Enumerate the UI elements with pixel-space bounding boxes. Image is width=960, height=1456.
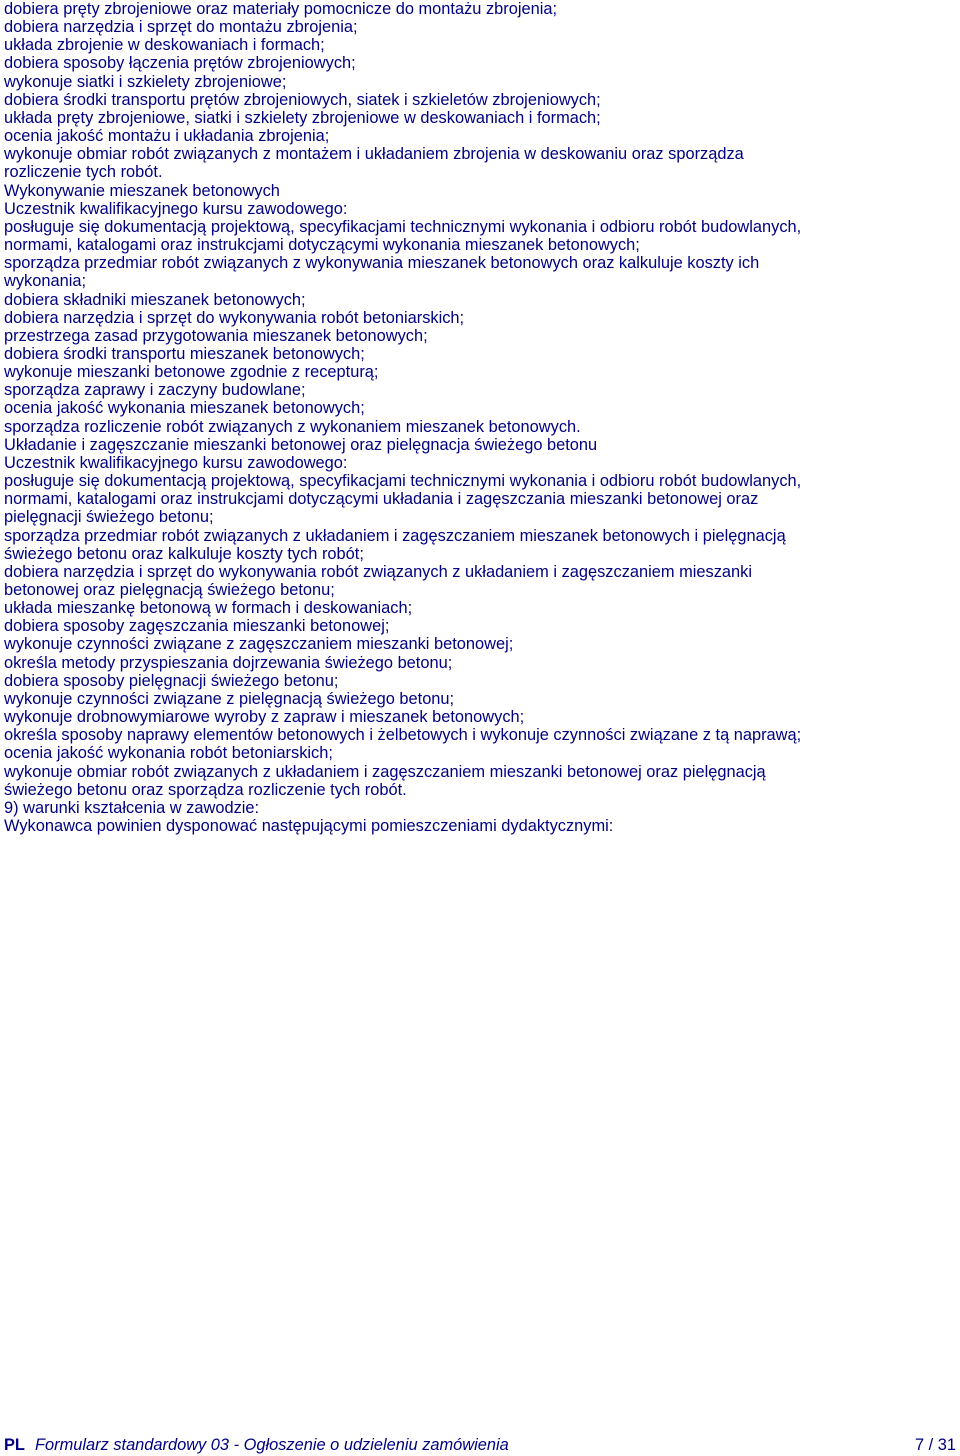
document-line: ocenia jakość wykonania robót betoniarskich;: [4, 744, 333, 763]
document-line: 9) warunki kształcenia w zawodzie:: [4, 798, 260, 817]
document-line: posługuje się dokumentacją projektową, specyfikacjami technicznymi wykonania i odbioru robót budowlanych,: [4, 472, 802, 491]
document-line: Wykonawca powinien dysponować następującymi pomieszczeniami dydaktycznymi:: [4, 817, 614, 836]
document-line: dobiera narzędzia i sprzęt do wykonywania robót związanych z układaniem i zagęszczaniem mieszanki: [4, 562, 752, 581]
document-line: sporządza zaprawy i zaczyny budowlane;: [4, 381, 306, 400]
document-line: rozliczenie tych robót.: [4, 163, 163, 182]
document-line: świeżego betonu oraz kalkuluje koszty tych robót;: [4, 544, 364, 563]
document-line: sporządza rozliczenie robót związanych z wykonaniem mieszanek betonowych.: [4, 417, 581, 436]
document-line: wykonuje drobnowymiarowe wyroby z zapraw i mieszanek betonowych;: [4, 708, 525, 727]
document-line: dobiera narzędzia i sprzęt do montażu zbrojenia;: [4, 18, 358, 37]
document-line: określa sposoby naprawy elementów betonowych i żelbetowych i wykonuje czynności związane z tą naprawą;: [4, 726, 802, 745]
footer-page-number: 7 / 31: [914, 1436, 956, 1454]
footer-language-code: PL: [4, 1436, 25, 1454]
document-line: Układanie i zagęszczanie mieszanki betonowej oraz pielęgnacja świeżego betonu: [4, 435, 598, 454]
document-line: dobiera sposoby pielęgnacji świeżego betonu;: [4, 671, 339, 690]
document-line: pielęgnacji świeżego betonu;: [4, 508, 214, 527]
document-line: dobiera sposoby zagęszczania mieszanki betonowej;: [4, 617, 390, 636]
document-line: wykonuje siatki i szkielety zbrojeniowe;: [4, 72, 287, 91]
document-line: układa zbrojenie w deskowaniach i formach;: [4, 36, 325, 55]
document-line: wykonuje mieszanki betonowe zgodnie z recepturą;: [4, 363, 379, 382]
document-line: wykonuje czynności związane z pielęgnacją świeżego betonu;: [4, 689, 455, 708]
document-line: dobiera pręty zbrojeniowe oraz materiały pomocnicze do montażu zbrojenia;: [4, 0, 558, 18]
document-line: przestrzega zasad przygotowania mieszanek betonowych;: [4, 326, 428, 345]
document-line: dobiera sposoby łączenia prętów zbrojeniowych;: [4, 54, 356, 73]
document-line: układa mieszankę betonową w formach i deskowaniach;: [4, 599, 413, 618]
document-line: betonowej oraz pielęgnacją świeżego betonu;: [4, 581, 335, 599]
document-line: układa pręty zbrojeniowe, siatki i szkielety zbrojeniowe w deskowaniach i formach;: [4, 108, 601, 127]
document-line: normami, katalogami oraz instrukcjami dotyczącymi wykonania mieszanek betonowych;: [4, 236, 640, 255]
document-line: ocenia jakość montażu i układania zbrojenia;: [4, 127, 330, 146]
footer-form-title: Formularz standardowy 03 - Ogłoszenie o udzieleniu zamówienia: [35, 1436, 509, 1454]
document-line: Wykonywanie mieszanek betonowych: [4, 181, 280, 200]
document-line: Uczestnik kwalifikacyjnego kursu zawodowego:: [4, 199, 348, 218]
document-line: dobiera narzędzia i sprzęt do wykonywania robót betoniarskich;: [4, 308, 465, 327]
document-line: wykonuje obmiar robót związanych z montażem i układaniem zbrojenia w deskowaniu oraz sporządza: [4, 145, 744, 164]
document-line: świeżego betonu oraz sporządza rozliczenie tych robót.: [4, 780, 407, 799]
document-line: wykonuje czynności związane z zagęszczaniem mieszanki betonowej;: [4, 635, 514, 654]
document-line: Uczestnik kwalifikacyjnego kursu zawodowego:: [4, 453, 348, 472]
document-line: posługuje się dokumentacją projektową, specyfikacjami technicznymi wykonania i odbioru robót budowlanych,: [4, 217, 802, 236]
document-line: dobiera środki transportu mieszanek betonowych;: [4, 344, 365, 363]
document-line: sporządza przedmiar robót związanych z układaniem i zagęszczaniem mieszanek betonowych i pielęgnacją: [4, 526, 786, 545]
document-line: dobiera składniki mieszanek betonowych;: [4, 290, 306, 309]
document-line: wykonuje obmiar robót związanych z układaniem i zagęszczaniem mieszanki betonowej oraz pielęgnacją: [4, 762, 766, 781]
page-footer: [4, 1435, 956, 1455]
document-line: ocenia jakość wykonania mieszanek betonowych;: [4, 399, 365, 418]
document-line: normami, katalogami oraz instrukcjami dotyczącymi układania i zagęszczania mieszanki betonowej oraz: [4, 490, 759, 509]
document-line: dobiera środki transportu prętów zbrojeniowych, siatek i szkieletów zbrojeniowych;: [4, 90, 601, 109]
document-body: [4, 0, 956, 835]
document-line: sporządza przedmiar robót związanych z wykonywania mieszanek betonowych oraz kalkuluje koszty ich: [4, 254, 760, 273]
document-line: określa metody przyspieszania dojrzewania świeżego betonu;: [4, 653, 453, 672]
document-line: wykonania;: [4, 272, 87, 291]
